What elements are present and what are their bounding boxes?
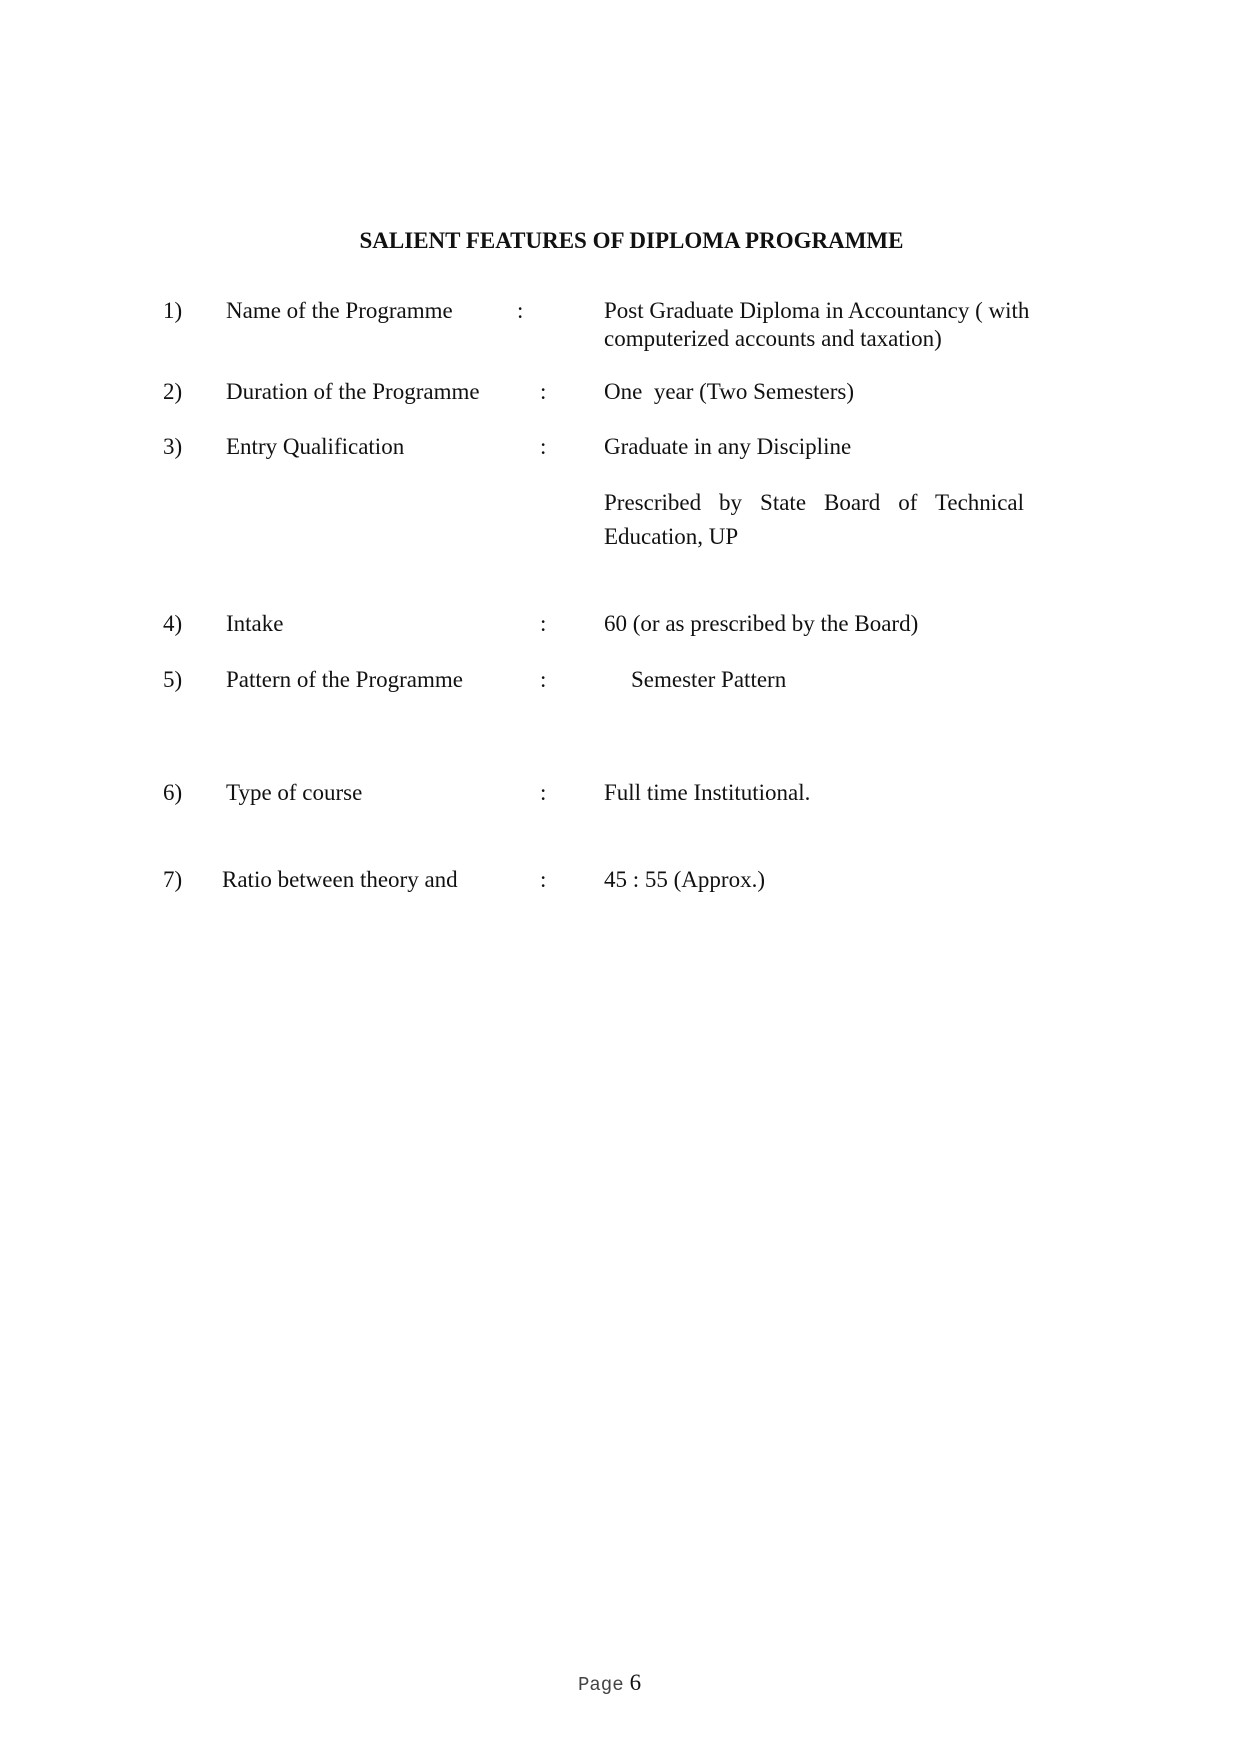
item-value: Graduate in any Discipline	[604, 434, 852, 459]
item-note: Prescribed by State Board of Technical Education, UP	[604, 490, 1024, 549]
item-number: 3)	[163, 434, 183, 459]
item-number: 4)	[163, 611, 183, 636]
item-value: 60 (or as prescribed by the Board)	[604, 611, 919, 636]
page-title: SALIENT FEATURES OF DIPLOMA PROGRAMME	[359, 228, 904, 253]
item-value: Post Graduate Diploma in Accountancy ( with computerized accounts and taxation)	[604, 298, 1030, 351]
item-label: Intake	[226, 611, 284, 636]
item-colon: :	[517, 298, 524, 323]
item-colon: :	[540, 379, 547, 404]
item-colon: :	[540, 434, 547, 459]
item-label: Duration of the Programme	[226, 379, 480, 404]
item-colon: :	[540, 611, 547, 636]
item-value: Full time Institutional.	[604, 780, 811, 805]
item-label: Entry Qualification	[226, 434, 405, 459]
item-number: 6)	[163, 780, 183, 805]
item-number: 5)	[163, 667, 183, 692]
item-label: Name of the Programme	[226, 298, 453, 323]
page-label: Page	[578, 1674, 624, 1696]
item-colon: :	[540, 667, 547, 692]
item-value: One year (Two Semesters)	[604, 379, 855, 404]
item-number: 7)	[163, 867, 183, 892]
item-label: Ratio between theory and	[222, 867, 458, 892]
page-footer	[578, 1670, 641, 1696]
item-label: Pattern of the Programme	[226, 667, 463, 692]
page-number: 6	[629, 1670, 642, 1695]
item-value: Semester Pattern	[631, 667, 787, 692]
item-number: 1)	[163, 298, 183, 323]
item-colon: :	[540, 780, 547, 805]
item-value: 45 : 55 (Approx.)	[604, 867, 765, 892]
item-colon: :	[540, 867, 547, 892]
item-label: Type of course	[226, 780, 363, 805]
item-number: 2)	[163, 379, 183, 404]
